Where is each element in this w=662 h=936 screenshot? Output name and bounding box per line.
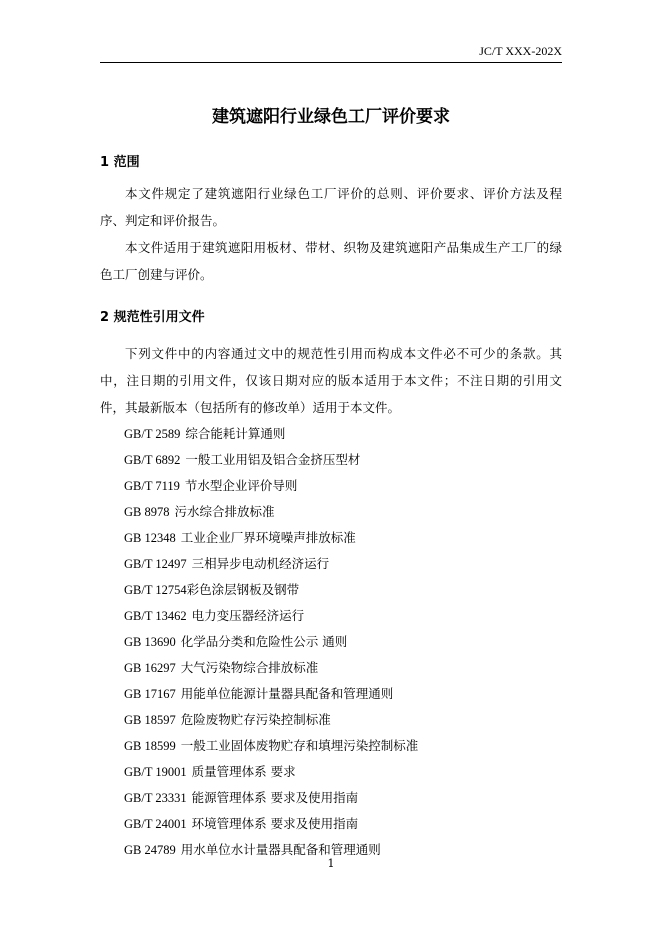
reference-item: [124, 447, 418, 473]
reference-name: 彩色涂层钢板及钢带: [186, 582, 300, 597]
reference-item: [124, 603, 418, 629]
scope-paragraph-2: 本文件适用于建筑遮阳用板材、带材、织物及建筑遮阳产品集成生产工厂的绿色工厂创建与评价。: [100, 240, 562, 282]
reference-code: GB 16297: [124, 661, 176, 675]
reference-name: 环境管理体系 要求及使用指南: [191, 816, 359, 831]
reference-item: [124, 655, 418, 681]
reference-name: 综合能耗计算通则: [185, 426, 286, 441]
reference-item: [124, 525, 418, 551]
reference-item: [124, 811, 418, 837]
reference-code: GB/T 12497: [124, 557, 187, 571]
reference-name: 一般工业固体废物贮存和填埋污染控制标准: [180, 738, 419, 753]
reference-name: 质量管理体系 要求: [191, 764, 296, 779]
reference-code: GB 18597: [124, 713, 176, 727]
page-number: 1: [327, 857, 335, 870]
reference-name: 节水型企业评价导则: [184, 478, 298, 493]
reference-name: 大气污染物综合排放标准: [180, 660, 319, 675]
reference-name: 危险废物贮存污染控制标准: [180, 712, 331, 727]
reference-item: [124, 759, 418, 785]
normative-references-paragraph: 下列文件中的内容通过文中的规范性引用而构成本文件必不可少的条款。其中，注日期的引用文件，仅该日期对应的版本适用于本文件；不注日期的引用文件，其最新版本（包括所有的修改单）适用于本文件。: [100, 346, 562, 415]
reference-code: GB/T 2589: [124, 427, 181, 441]
reference-item: [124, 499, 418, 525]
reference-code: GB 8978: [124, 505, 170, 519]
reference-name: 电力变压器经济运行: [191, 608, 305, 623]
reference-code: GB/T 12754: [124, 583, 187, 597]
reference-code: GB 17167: [124, 687, 176, 701]
reference-name: 一般工业用铝及铝合金挤压型材: [185, 452, 361, 467]
reference-item: [124, 421, 418, 447]
reference-code: GB 12348: [124, 531, 176, 545]
reference-item: [124, 577, 418, 603]
reference-code: GB/T 6892: [124, 453, 181, 467]
reference-code: GB/T 23331: [124, 791, 187, 805]
document-code: JC/T XXX-202X: [479, 44, 562, 58]
reference-code: GB/T 13462: [124, 609, 187, 623]
reference-item: [124, 785, 418, 811]
reference-code: GB/T 7119: [124, 479, 180, 493]
reference-item: [124, 551, 418, 577]
section-heading-normative-references: 2 规范性引用文件: [100, 310, 205, 325]
reference-name: 能源管理体系 要求及使用指南: [191, 790, 359, 805]
scope-paragraph-1: 本文件规定了建筑遮阳行业绿色工厂评价的总则、评价要求、评价方法及程序、判定和评价报告。: [100, 186, 562, 228]
document-title: 建筑遮阳行业绿色工厂评价要求: [212, 107, 450, 127]
reference-code: GB 18599: [124, 739, 176, 753]
reference-name: 污水综合排放标准: [174, 504, 275, 519]
reference-item: [124, 681, 418, 707]
reference-item: [124, 473, 418, 499]
reference-item: [124, 629, 418, 655]
section-heading-scope: 1 范围: [100, 155, 140, 170]
reference-code: GB/T 19001: [124, 765, 187, 779]
reference-code: GB 13690: [124, 635, 176, 649]
reference-name: 三相异步电动机经济运行: [191, 556, 330, 571]
reference-code: GB 24789: [124, 843, 176, 857]
reference-name: 工业企业厂界环境噪声排放标准: [180, 530, 356, 545]
reference-name: 用能单位能源计量器具配备和管理通则: [180, 686, 394, 701]
reference-item: [124, 733, 418, 759]
header-divider: [100, 62, 562, 63]
reference-name: 化学品分类和危险性公示 通则: [180, 634, 348, 649]
reference-item: [124, 707, 418, 733]
reference-code: GB/T 24001: [124, 817, 187, 831]
reference-name: 用水单位水计量器具配备和管理通则: [180, 842, 381, 857]
reference-list: [124, 421, 418, 863]
